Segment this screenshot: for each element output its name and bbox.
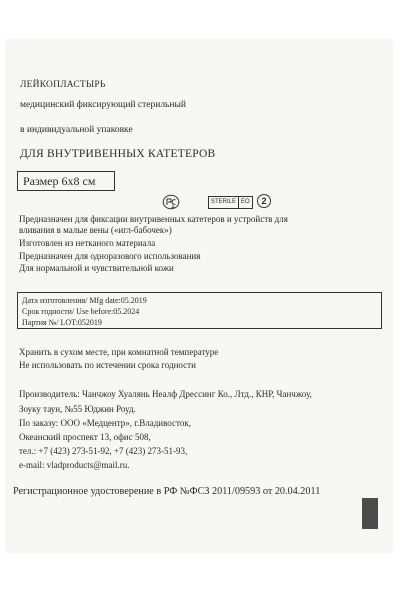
product-name: ЛЕЙКОПЛАСТЫРЬ [20, 80, 106, 90]
registration-certificate: Регистрационное удостоверение в РФ №ФСЗ 2011/09593 от 20.04.2011 [13, 486, 321, 497]
mfg-date: Дата изготовления/ Mfg date:05.2019 [22, 296, 147, 305]
single-use-icon [257, 194, 271, 208]
sterile-eo-symbol [208, 196, 253, 209]
manufacturer-line: По заказу: ООО «Медцентр», г.Владивосток, [19, 418, 191, 428]
storage-line: Хранить в сухом месте, при комнатной температуре [19, 347, 219, 357]
description-line: вливания в малые вены («игл-бабочек») [19, 225, 172, 235]
sterile-method-label: EO [241, 199, 250, 205]
description-line: Изготовлен из нетканого материала [19, 238, 156, 248]
manufacturer-line: Производитель: Чанчжоу Хуалянь Неалф Дрессинг Ко., Лтд., КНР, Чанчжоу, [19, 389, 312, 399]
size-box [17, 171, 115, 191]
batch-number: Партия №/ LOT:052019 [22, 318, 102, 327]
barcode-block [362, 498, 378, 529]
description-line: Предназначен для фиксации внутривенных катетеров и устройств для [19, 214, 288, 224]
sterile-label: STERILE [209, 197, 239, 208]
storage-line: Не использовать по истечении срока годности [19, 360, 196, 370]
manufacturer-line: тел.: +7 (423) 273-51-92, +7 (423) 273-51-93, [19, 446, 188, 456]
manufacturer-line: e-mail: vladproducts@mail.ru. [19, 460, 130, 470]
product-subtitle-2: в индивидуальной упаковке [20, 125, 133, 135]
product-heading: ДЛЯ ВНУТРИВЕННЫХ КАТЕТЕРОВ [20, 148, 216, 160]
single-use-digit: 2 [261, 196, 267, 206]
expiry-date: Срок годности/ Use before:05.2024 [22, 307, 140, 316]
product-subtitle-1: медицинский фиксирующий стерильный [20, 100, 186, 110]
label-sheet [6, 40, 392, 552]
size-label: Размер 6х8 см [23, 174, 96, 188]
manufacturer-line: Океанский проспект 13, офис 508, [19, 432, 151, 442]
manufacturer-line: Зоуку таун, №55 Юджин Роуд. [19, 404, 136, 414]
description-line: Для нормальной и чувствительной кожи [19, 263, 174, 273]
lot-info-box [17, 292, 382, 329]
description-line: Предназначен для одноразового использования [19, 251, 201, 261]
pct-certification-icon [162, 194, 180, 210]
